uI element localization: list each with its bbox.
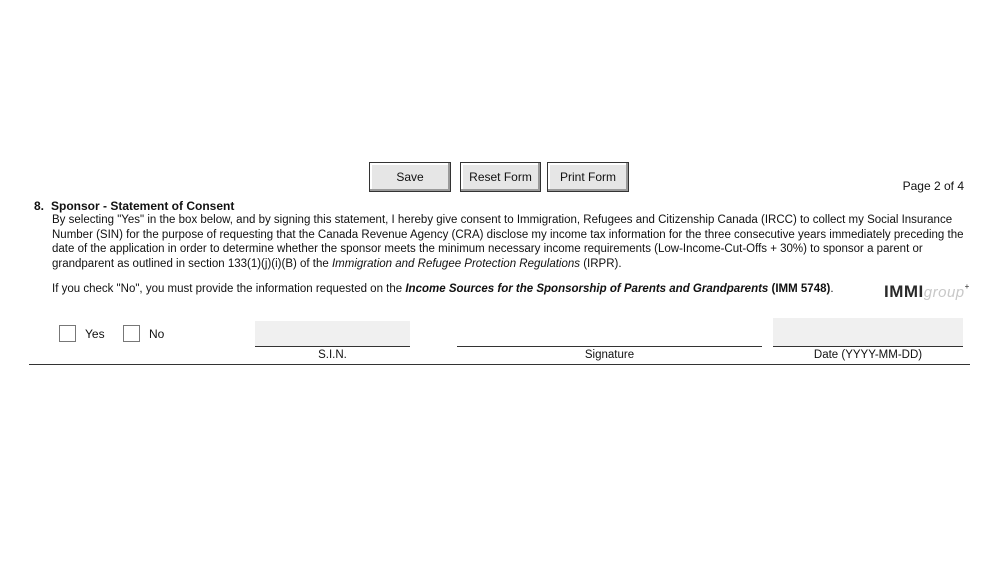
sin-label: S.I.N. <box>318 349 347 361</box>
date-input[interactable] <box>773 318 963 347</box>
signature-line <box>457 346 762 347</box>
no-checkbox[interactable] <box>123 325 140 342</box>
form-code: (IMM 5748) <box>768 283 831 295</box>
sin-input[interactable] <box>255 321 410 347</box>
note-suffix: . <box>830 283 834 295</box>
yes-checkbox[interactable] <box>59 325 76 342</box>
watermark-light-text: group <box>923 284 965 301</box>
print-form-button[interactable]: Print Form <box>547 162 629 192</box>
date-label: Date (YYYY-MM-DD) <box>813 349 923 361</box>
watermark-plus-icon: + <box>964 282 970 291</box>
no-label: No <box>149 327 165 341</box>
watermark-bold-text: IMMI <box>884 282 924 301</box>
section-title-text: Sponsor - Statement of Consent <box>51 199 235 213</box>
save-button[interactable]: Save <box>369 162 451 192</box>
no-option-note <box>52 283 872 295</box>
section-number: 8. <box>34 199 45 213</box>
immigroup-watermark <box>884 282 970 302</box>
signature-label: Signature <box>584 349 635 361</box>
page-indicator: Page 2 of 4 <box>902 179 964 193</box>
consent-paragraph-end: (IRPR). <box>580 257 622 270</box>
reset-form-button[interactable]: Reset Form <box>460 162 541 192</box>
section-divider <box>29 364 970 365</box>
consent-paragraph-text: By selecting "Yes" in the box below, and by signing this statement, I hereby give consent to Immigration, Refugees and Citizenship Canada (IRCC) to collect my Social Insurance Number (SIN) for the purpose of requesting that the Canada Revenue Agency (CRA) disclose my income tax information for the three consecutive years immediately preceding the date of the application in order to determine whether the sponsor meets the minimum necessary income requirements (Low-Income-Cut-Offs + 30%) to sponsor a parent or grandparent as outlined in section 133(1)(j)(i)(B) of the <box>52 214 964 270</box>
yes-label: Yes <box>85 327 105 341</box>
note-prefix: If you check "No", you must provide the information requested on the <box>52 283 406 295</box>
income-sources-document: Income Sources for the Sponsorship of Parents and Grandparents <box>405 283 769 295</box>
section-title <box>34 199 234 213</box>
consent-paragraph <box>52 213 967 271</box>
regulation-name: Immigration and Refugee Protection Regulations <box>331 257 581 270</box>
